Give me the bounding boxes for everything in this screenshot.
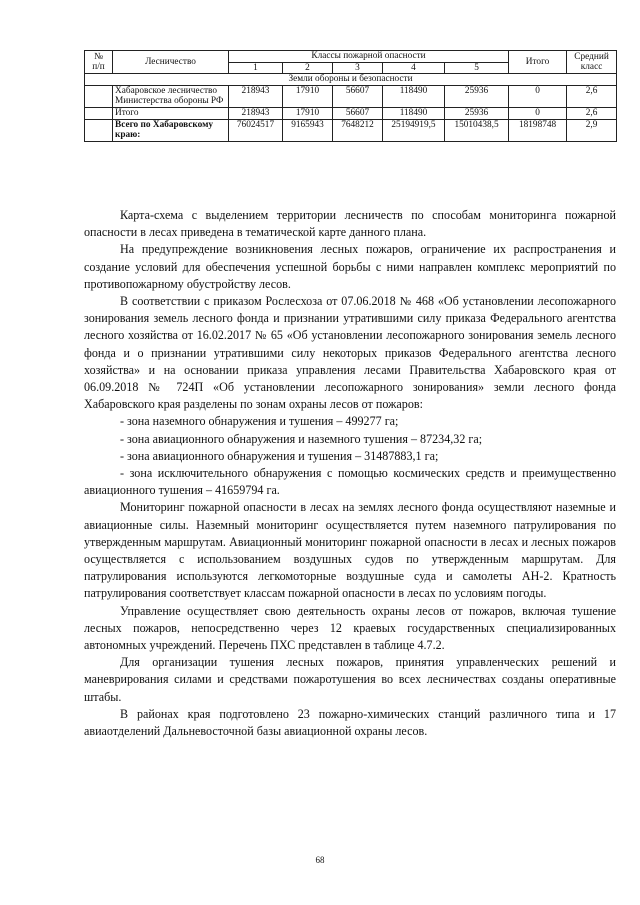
list-item: - зона наземного обнаружения и тушения – 499277 га; <box>120 414 399 429</box>
cell-class-1: 218943 <box>229 85 283 107</box>
header-num: № п/п <box>85 51 113 74</box>
header-class-1: 1 <box>229 62 283 74</box>
header-total: Итого <box>509 51 567 74</box>
cell-total: 18198748 <box>509 119 567 141</box>
cell-forestry: Всего по Хабаровскому краю: <box>113 119 229 141</box>
body-text <box>84 207 616 740</box>
cell-avg: 2,6 <box>567 107 617 119</box>
paragraph: Для организации тушения лесных пожаров, принятия управленческих решений и маневрирования силами и средствами пожаротушения во всех лесничествах созданы оперативные штабы. <box>84 655 616 704</box>
paragraph: Карта-схема с выделением территории лесничеств по способам мониторинга пожарной опасности в лесах приведена в тематической карте данного плана. <box>84 208 616 240</box>
list-item: - зона авиационного обнаружения и тушения – 31487883,1 га; <box>120 448 439 463</box>
table-row <box>85 107 617 119</box>
header-class-3: 3 <box>333 62 383 74</box>
cell-forestry: Хабаровское лесничество Министерства обороны РФ <box>113 85 229 107</box>
cell-class-5: 25936 <box>445 107 509 119</box>
cell-class-2: 17910 <box>283 107 333 119</box>
cell-forestry: Итого <box>113 107 229 119</box>
cell-class-1: 218943 <box>229 107 283 119</box>
list-item: - зона исключительного обнаружения с помощью космических средств и преимущественно авиационного тушения – 41659794 га. <box>84 466 616 498</box>
cell-class-2: 9165943 <box>283 119 333 141</box>
paragraph: Управление осуществляет свою деятельность охраны лесов от пожаров, включая тушение лесных пожаров, непосредственно через 12 краевых государственных специализированных автономных учреждений. Перечень ПХС представлен в таблице 4.7.2. <box>84 603 616 653</box>
paragraph: На предупреждение возникновения лесных пожаров, ограничение их распространения и создание условий для обеспечения успешной борьбы с ними направлен комплекс мероприятий по противопожарному обустройству лесов. <box>84 242 616 291</box>
cell-class-4: 25194919,5 <box>383 119 445 141</box>
paragraph: Мониторинг пожарной опасности в лесах на землях лесного фонда осуществляют наземные и авиационные силы. Наземный мониторинг осуществляется путем наземного патрулирования по утвержденным маршрутам. Авиационный мониторинг пожарной опасности в лесах и лесных пожаров осуществляется с использованием воздушных судов по утвержденным маршрутам. Для патрулирования используются легкомоторные воздушные суда и самолеты АН-2. Кратность патрулирования соответствует классам пожарной опасности в лесах по условиям погоды. <box>84 500 616 601</box>
cell-num <box>85 85 113 107</box>
cell-class-1: 76024517 <box>229 119 283 141</box>
header-class-5: 5 <box>445 62 509 74</box>
cell-total: 0 <box>509 85 567 107</box>
header-classes: Классы пожарной опасности <box>229 51 509 63</box>
page-number: 68 <box>315 855 325 865</box>
cell-avg: 2,6 <box>567 85 617 107</box>
cell-avg: 2,9 <box>567 119 617 141</box>
header-class-2: 2 <box>283 62 333 74</box>
table-row <box>85 85 617 107</box>
cell-num <box>85 119 113 141</box>
paragraph: В соответствии с приказом Рослесхоза от 07.06.2018 № 468 «Об установлении лесопожарного зонирования земель лесного фонда и признании утратившими силу приказа Федерального агентства лесного хозяйства от 16.02.2017 № 65 «Об установлении лесопожарного зонирования земель лесного фонда и о признании утратившими силу некоторых приказов Федерального агентства лесного хозяйства» и на основании приказа управления лесами Правительства Хабаровского края от 06.09.2018 № 724П «Об установлении лесопожарного зонирования» земли лесного фонда Хабаровского края разделены по зонам охраны лесов от пожаров: <box>84 294 616 412</box>
table-section-row <box>85 74 617 86</box>
header-class-4: 4 <box>383 62 445 74</box>
list-item: - зона авиационного обнаружения и наземного тушения – 87234,32 га; <box>120 431 483 446</box>
fire-danger-table <box>84 50 617 142</box>
cell-class-4: 118490 <box>383 85 445 107</box>
cell-class-2: 17910 <box>283 85 333 107</box>
header-avg: Средний класс <box>567 51 617 74</box>
table-header-row <box>85 51 617 63</box>
paragraph: В районах края подготовлено 23 пожарно-химических станций различного типа и 17 авиаотделений Дальневосточной базы авиационной охраны лесов. <box>84 706 616 739</box>
cell-num <box>85 107 113 119</box>
cell-class-5: 25936 <box>445 85 509 107</box>
cell-class-3: 56607 <box>333 107 383 119</box>
cell-class-5: 15010438,5 <box>445 119 509 141</box>
section-title: Земли обороны и безопасности <box>85 74 617 86</box>
header-forestry: Лесничество <box>113 51 229 74</box>
table-row-total <box>85 119 617 141</box>
cell-class-3: 7648212 <box>333 119 383 141</box>
cell-class-4: 118490 <box>383 107 445 119</box>
cell-class-3: 56607 <box>333 85 383 107</box>
cell-total: 0 <box>509 107 567 119</box>
